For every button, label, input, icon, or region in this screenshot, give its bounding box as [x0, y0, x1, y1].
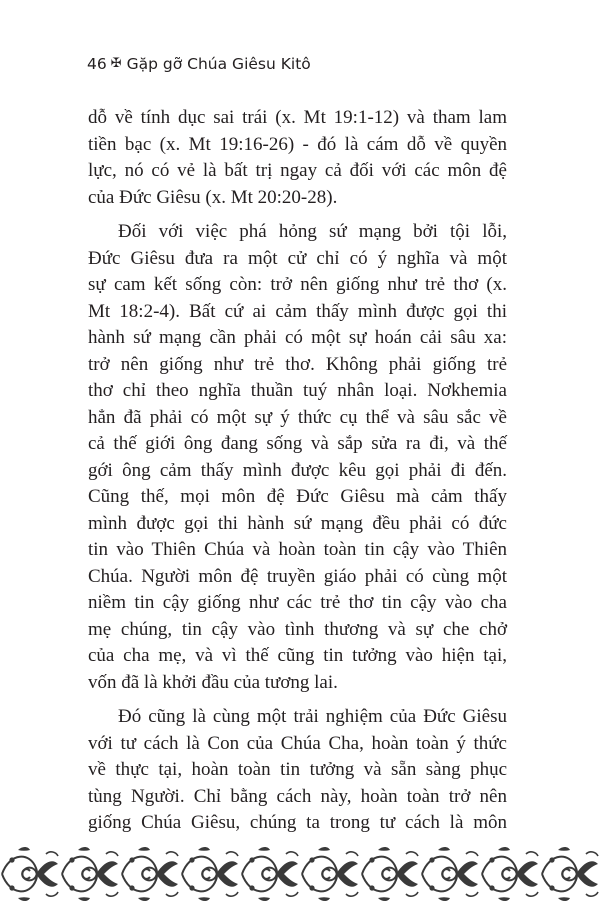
paragraph — [88, 105, 507, 211]
text-line: với tư cách là Con của Chúa Cha, hoàn toàn ý thức — [88, 732, 507, 754]
text-line: vốn đã là khởi đầu của tương lai. — [88, 671, 338, 693]
body-text — [88, 105, 507, 837]
text-line: Chúa. Người môn đệ truyền giáo phải có cùng một — [88, 565, 507, 587]
page-bottom-margin — [0, 904, 601, 923]
text-line: tiền bạc (x. Mt 19:16-26) - đó là cám dỗ về quyền — [88, 133, 507, 155]
paragraph — [88, 704, 507, 837]
text-line: Đối với việc phá hỏng sứ mạng bởi tội lỗi, — [118, 221, 507, 242]
text-line: cả thế giới ông đang sống và sắp sửa ra đi, và thế — [88, 433, 507, 454]
text-line: Mt 18:2-4). Bất cứ ai cảm thấy mình được gọi thi — [88, 300, 507, 322]
floral-border-icon — [0, 844, 601, 904]
text-line: tùng Người. Chỉ bằng cách này, hoàn toàn trở nên — [88, 785, 507, 807]
text-line: gới ông cảm thấy mình được kêu gọi phải đi đến. — [88, 459, 507, 481]
page-number: 46 — [87, 55, 107, 73]
maltese-cross-icon: ✠ — [110, 55, 122, 71]
text-line: tin vào Thiên Chúa và hoàn toàn tin cậy vào Thiên — [88, 539, 507, 560]
text-line: sự cam kết sống còn: trở nên giống như trẻ thơ (x. — [88, 274, 507, 295]
text-line: dỗ về tính dục sai trái (x. Mt 19:1-12) và tham lam — [88, 107, 507, 128]
text-line: niềm tin cậy giống như các trẻ thơ tin cậy vào cha — [88, 592, 507, 613]
text-line: hành sứ mạng cần phải có một sự hoán cải sâu xa: — [88, 327, 507, 348]
paragraph — [88, 219, 507, 696]
text-line: trở nên giống như trẻ thơ. Không phải giống trẻ — [88, 353, 507, 375]
text-line: Đức Giêsu đưa ra một cử chỉ có ý nghĩa và một — [88, 247, 507, 269]
text-line: hẳn đã phải có một sự ý thức cụ thể và sâu sắc về — [88, 406, 507, 428]
text-line: mình được gọi thi hành sứ mạng đều phải có đức — [88, 512, 507, 534]
text-line: lực, nó có vẻ là bất trị ngay cả đối với các môn đệ — [88, 160, 507, 181]
text-line: Đó cũng là cùng một trải nghiệm của Đức Giêsu — [118, 706, 507, 727]
text-line: của cha mẹ, và vì thế cũng tin tưởng vào hiện tại, — [88, 645, 507, 666]
text-line: của Đức Giêsu (x. Mt 20:20-28). — [88, 186, 338, 208]
text-line: về thực tại, hoàn toàn tin tưởng và sẵn sàng phục — [88, 759, 507, 780]
text-line: Cũng thế, mọi môn đệ Đức Giêsu mà cảm thấy — [88, 486, 507, 507]
book-title: Gặp gỡ Chúa Giêsu Kitô — [126, 55, 311, 73]
text-line: thơ chỉ theo nghĩa thuần tuý nhân loại. Nơkhemia — [88, 380, 507, 401]
text-line: mẹ chúng, tin cậy vào tình thương và sự che chở — [88, 618, 507, 640]
running-header — [87, 52, 311, 76]
text-line: giống Chúa Giêsu, chúng ta trong tư cách là môn — [88, 812, 507, 833]
